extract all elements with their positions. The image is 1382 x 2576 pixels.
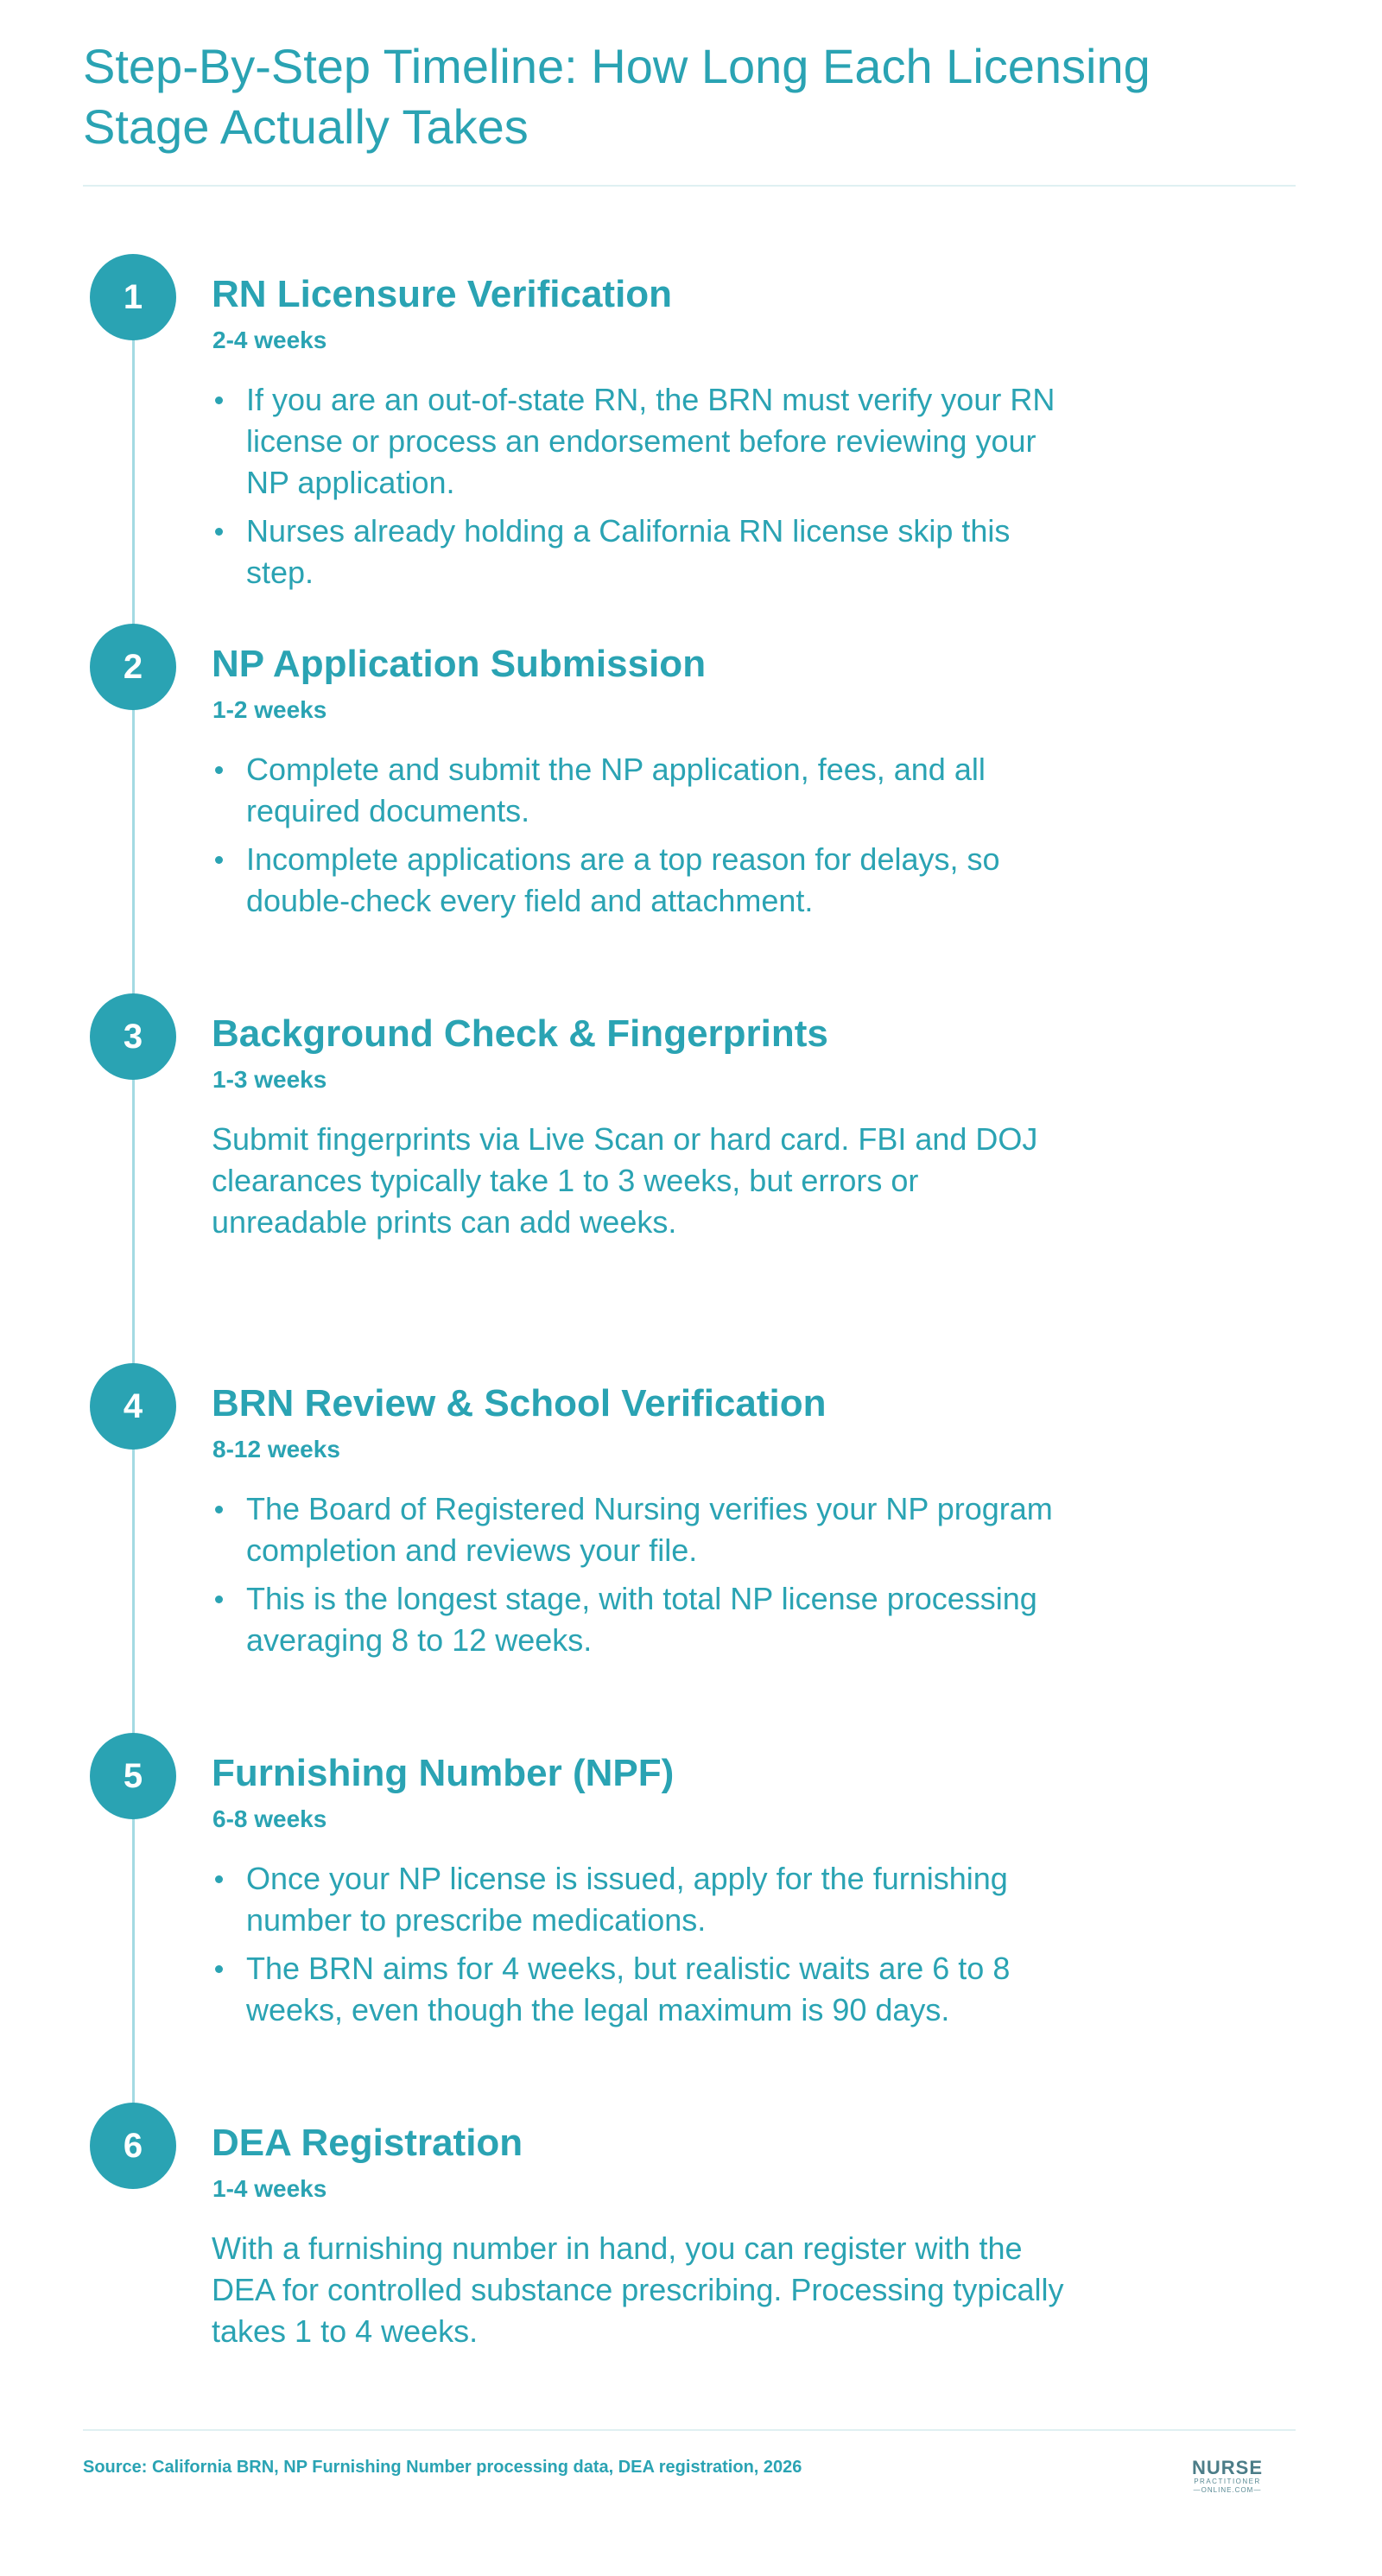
brand-logo [1180, 2459, 1275, 2495]
bullet-icon [215, 397, 223, 404]
bullet-icon [215, 1875, 223, 1883]
step-body [212, 749, 1075, 929]
bullet-item [212, 1948, 1075, 2031]
bullet-text: The Board of Registered Nursing verifies your NP program completion and reviews your file. [246, 1491, 1053, 1568]
step-description: With a furnishing number in hand, you can register with the DEA for controlled substance prescribing. Processing typically takes 1 to 4 weeks. [212, 2230, 1064, 2349]
logo-subtitle: PRACTITIONER [1194, 2478, 1261, 2485]
bullet-item [212, 511, 1075, 593]
step-number-badge: 4 [90, 1363, 176, 1450]
bullet-icon [215, 1596, 223, 1603]
step-title: BRN Review & School Verification [212, 1382, 827, 1424]
step-title: DEA Registration [212, 2122, 523, 2164]
bullet-icon [215, 528, 223, 536]
step-body [212, 379, 1075, 600]
bullet-text: Incomplete applications are a top reason for delays, so double-check every field and attachment. [246, 841, 1000, 918]
step-duration: 2-4 weeks [212, 327, 327, 353]
bullet-icon [215, 1506, 223, 1513]
bullet-item [212, 749, 1075, 832]
step-duration: 1-4 weeks [212, 2175, 327, 2202]
step-body [212, 1858, 1075, 2038]
bullet-list [212, 379, 1075, 593]
bullet-icon [215, 766, 223, 774]
timeline-line [132, 298, 135, 2155]
bullet-text: Nurses already holding a California RN license skip this step. [246, 513, 1011, 590]
step-duration: 1-2 weeks [212, 696, 327, 723]
bullet-text: If you are an out-of-state RN, the BRN must verify your RN license or process an endorsement before reviewing your NP application. [246, 382, 1056, 500]
bullet-item [212, 839, 1075, 922]
bullet-list [212, 749, 1075, 922]
step-number-badge: 5 [90, 1733, 176, 1819]
bullet-item [212, 1488, 1075, 1571]
step-description: Submit fingerprints via Live Scan or hard card. FBI and DOJ clearances typically take 1 to 3 weeks, but errors or unreadable prints can add weeks. [212, 1121, 1038, 1240]
step-body [212, 1119, 1075, 1243]
logo-wordmark: NURSE [1191, 2457, 1263, 2478]
step-body [212, 1488, 1075, 1668]
bullet-list [212, 1858, 1075, 2031]
bullet-text: This is the longest stage, with total NP license processing averaging 8 to 12 weeks. [246, 1581, 1037, 1658]
bullet-item [212, 1578, 1075, 1661]
step-title: Furnishing Number (NPF) [212, 1752, 675, 1794]
step-number-badge: 2 [90, 624, 176, 710]
step-number-badge: 3 [90, 993, 176, 1080]
bullet-text: The BRN aims for 4 weeks, but realistic waits are 6 to 8 weeks, even though the legal maximum is 90 days. [246, 1951, 1011, 2027]
step-number-badge: 1 [90, 254, 176, 340]
bullet-list [212, 1488, 1075, 1661]
footer-divider [83, 2429, 1296, 2431]
page-title: Step-By-Step Timeline: How Long Each Licensing Stage Actually Takes [83, 39, 1151, 154]
step-title: RN Licensure Verification [212, 273, 673, 315]
bullet-icon [215, 1965, 223, 1973]
step-duration: 6-8 weeks [212, 1805, 327, 1832]
logo-domain: —ONLINE.COM— [1193, 2486, 1262, 2494]
step-duration: 8-12 weeks [212, 1436, 340, 1462]
source-note: Source: California BRN, NP Furnishing Number processing data, DEA registration, 2026 [83, 2458, 802, 2477]
step-duration: 1-3 weeks [212, 1066, 327, 1093]
bullet-text: Once your NP license is issued, apply for the furnishing number to prescribe medications. [246, 1861, 1008, 1938]
bullet-item [212, 379, 1075, 504]
bullet-icon [215, 856, 223, 864]
header-divider [83, 185, 1296, 187]
step-title: NP Application Submission [212, 643, 707, 685]
step-body [212, 2228, 1075, 2352]
bullet-item [212, 1858, 1075, 1941]
step-title: Background Check & Fingerprints [212, 1012, 828, 1055]
step-number-badge: 6 [90, 2103, 176, 2189]
bullet-text: Complete and submit the NP application, fees, and all required documents. [246, 752, 986, 828]
